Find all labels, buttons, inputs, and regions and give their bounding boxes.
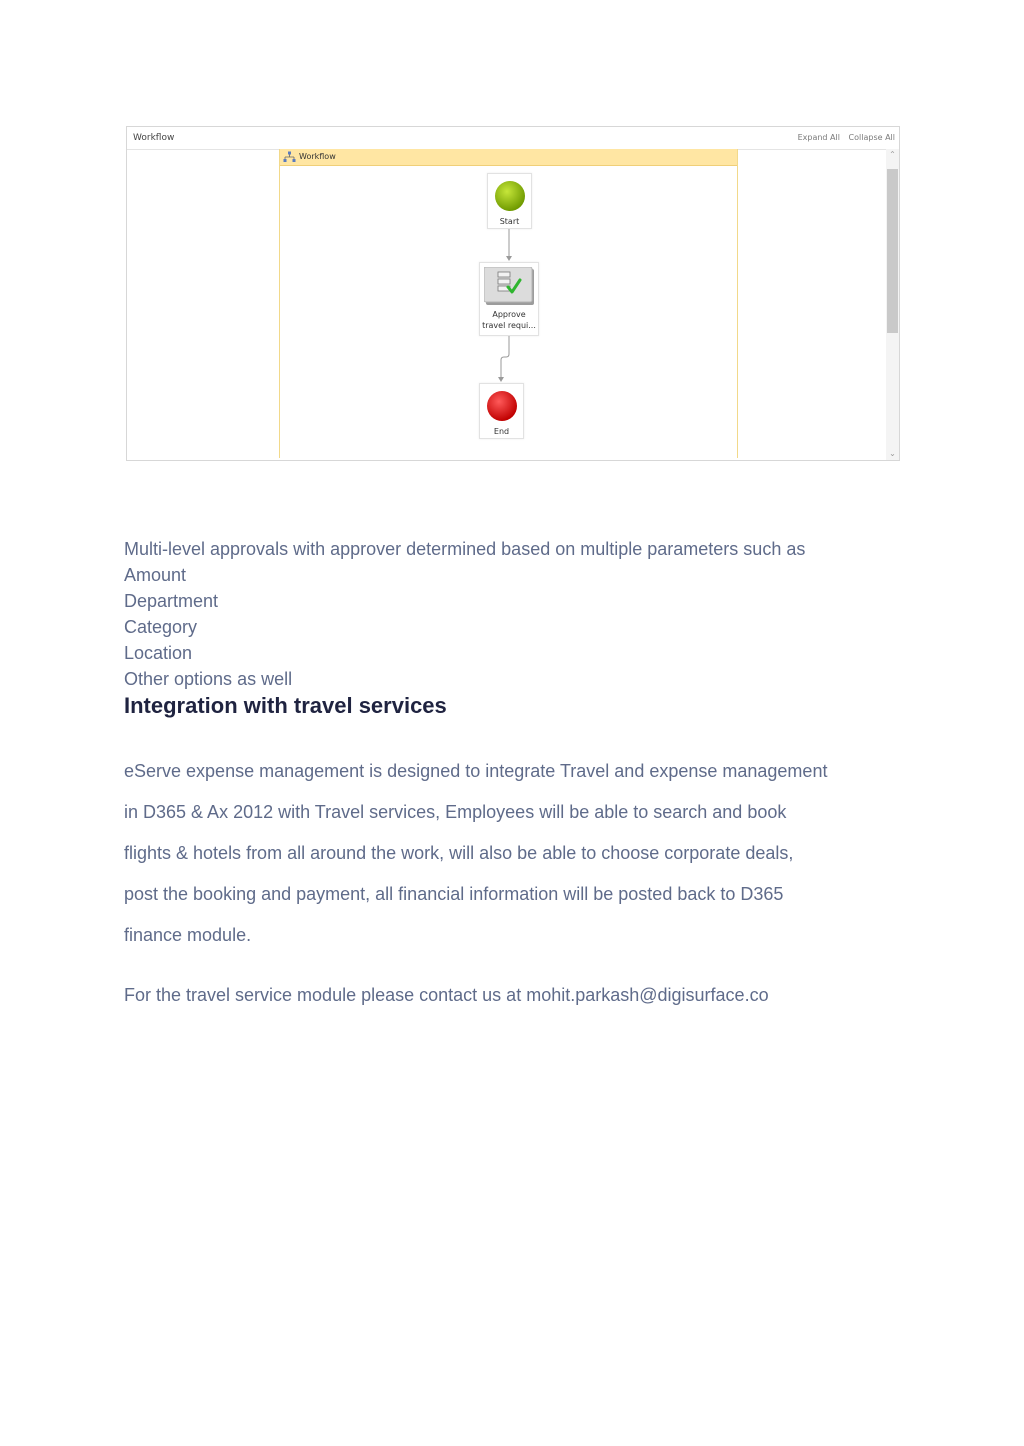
contact-text: For the travel service module please contact us at mohit.parkash@digisurface.co bbox=[124, 985, 769, 1005]
end-circle-icon bbox=[485, 389, 519, 423]
end-node[interactable] bbox=[479, 383, 524, 439]
parameter-item: Location bbox=[124, 643, 193, 663]
workflow-window-title: Workflow bbox=[133, 133, 175, 143]
end-label: End bbox=[493, 427, 510, 436]
approve-label-line2: travel requi... bbox=[482, 321, 536, 330]
scrollbar-thumb[interactable] bbox=[887, 169, 898, 333]
workflow-header bbox=[127, 127, 899, 150]
parameter-item: Other options as well bbox=[124, 669, 293, 689]
description-paragraph bbox=[124, 751, 914, 956]
parameter-list bbox=[124, 536, 805, 692]
parameter-item: Amount bbox=[124, 565, 187, 585]
paragraph-line: in D365 & Ax 2012 with Travel services, Employees will be able to search and book bbox=[124, 802, 787, 822]
workflow-actions bbox=[792, 133, 895, 142]
section-heading: Integration with travel services bbox=[124, 693, 447, 718]
start-label: Start bbox=[499, 217, 520, 226]
scroll-up-icon[interactable]: ⌃ bbox=[889, 150, 896, 159]
paragraph-line: flights & hotels from all around the work, will also be able to choose corporate deals, bbox=[124, 843, 794, 863]
workflow-canvas bbox=[279, 149, 738, 458]
scroll-down-icon[interactable]: ⌄ bbox=[889, 449, 896, 458]
approve-node[interactable] bbox=[479, 262, 539, 336]
approve-label-line1: Approve bbox=[492, 310, 526, 319]
approval-task-icon bbox=[484, 267, 534, 305]
intro-text: Multi-level approvals with approver determined based on multiple parameters such as bbox=[124, 539, 806, 559]
start-node[interactable] bbox=[487, 173, 532, 229]
parameter-item: Department bbox=[124, 591, 219, 611]
vertical-scrollbar[interactable] bbox=[886, 149, 899, 460]
paragraph-line: post the booking and payment, all financial information will be posted back to D365 bbox=[124, 884, 784, 904]
workflow-panel-title: Workflow bbox=[299, 152, 336, 161]
paragraph-line: eServe expense management is designed to integrate Travel and expense management bbox=[124, 761, 828, 781]
start-circle-icon bbox=[493, 179, 527, 213]
expand-all-link[interactable]: Expand All bbox=[797, 133, 840, 142]
parameter-item: Category bbox=[124, 617, 198, 637]
paragraph-line: finance module. bbox=[124, 925, 252, 945]
workflow-designer bbox=[126, 126, 900, 461]
collapse-all-link[interactable]: Collapse All bbox=[848, 133, 895, 142]
